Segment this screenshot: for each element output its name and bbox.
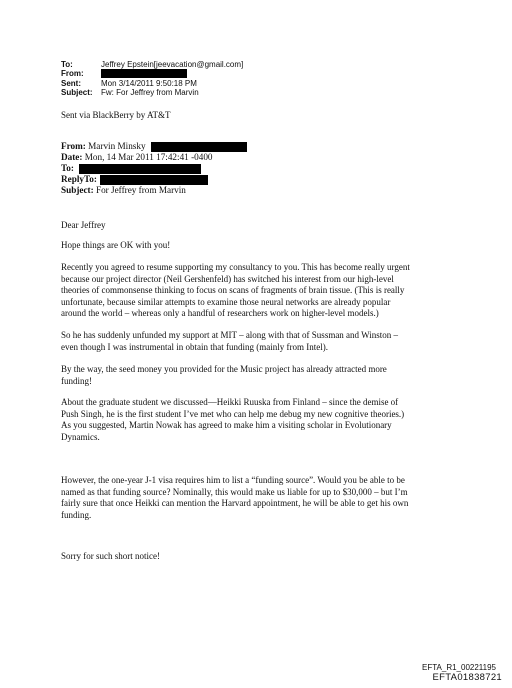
paragraph-line: As you suggested, Martin Nowak has agreed to make him a visiting scholar in Evolutionary [61, 420, 392, 431]
paragraph-7: Sorry for such short notice! [61, 551, 160, 561]
paragraph-line: fairly sure that once Heikki can mention the Harvard appointment, he will be able to get his own [61, 498, 409, 509]
orig-subject-row [61, 185, 247, 196]
paragraph-line: So he has suddenly unfunded my support at MIT – along with that of Sussman and Winston – [61, 330, 399, 340]
redaction-block [79, 164, 201, 174]
paragraph-3 [61, 330, 461, 353]
paragraph-line: even though I was instrumental in obtain that funding (mainly from Intel). [61, 341, 328, 352]
redaction-block [100, 175, 208, 185]
original-header [61, 141, 247, 196]
orig-subject-value: For Jeffrey from Marvin [95, 185, 186, 195]
sent-label: Sent: [61, 78, 81, 88]
paragraph-5 [61, 397, 461, 443]
paragraph-line: funding. [61, 509, 92, 520]
paragraph-2 [61, 262, 461, 320]
forward-note: Sent via BlackBerry by AT&T [61, 110, 171, 120]
paragraph-line: because our project director (Neil Gershenfeld) has switched his interest from our high-level [61, 273, 394, 284]
paragraph-line: Dynamics. [61, 431, 100, 442]
paragraph-line: By the way, the seed money you provided for the Music project has already attracted more [61, 364, 387, 374]
orig-date-value: Mon, 14 Mar 2011 17:42:41 -0400 [84, 152, 213, 162]
orig-subject-label: Subject: [61, 185, 94, 195]
paragraph-line: Push Singh, he is the first student I’ve met who can help me debug my new cognitive theories.) [61, 408, 405, 419]
bates-reference-1: EFTA_R1_00221195 [422, 663, 496, 672]
orig-replyto-row [61, 174, 247, 185]
orig-to-row [61, 163, 247, 174]
from-label: From: [61, 69, 84, 79]
orig-to-label: To: [61, 163, 74, 173]
paragraph-4 [61, 364, 461, 387]
orig-replyto-label: ReplyTo: [61, 174, 97, 184]
to-value: Jeffrey Epstein[jeevacation@gmail.com] [101, 60, 244, 69]
paragraph-line: unfortunate, because similar attempts to examine those neural networks are already popular [61, 296, 391, 307]
paragraph-line: named as that funding source? Nominally, this would make us liable for up to $30,000 – but I’m [61, 486, 408, 497]
paragraph-line: around the world – whereas only a handful of researchers work on higher-level models.) [61, 308, 379, 319]
to-label: To: [61, 60, 73, 69]
paragraph-6 [61, 475, 461, 521]
redaction-block [101, 69, 187, 78]
email-header [61, 60, 243, 97]
header-subject-row [61, 88, 243, 97]
header-to-row [61, 60, 243, 69]
orig-date-row [61, 152, 247, 163]
orig-from-value: Marvin Minsky [88, 141, 146, 151]
sent-value: Mon 3/14/2011 9:50:18 PM [101, 78, 197, 88]
paragraph-line: funding! [61, 375, 92, 386]
subject-value: Fw: For Jeffrey from Marvin [101, 87, 199, 97]
orig-from-row [61, 141, 247, 152]
paragraph-line: However, the one-year J-1 visa requires him to list a “funding source”. Would you be able to be [61, 475, 405, 485]
paragraph-1: Hope things are OK with you! [61, 240, 171, 250]
greeting: Dear Jeffrey [61, 220, 106, 230]
paragraph-line: Recently you agreed to resume supporting my consultancy to you. This has become really urgent [61, 262, 410, 272]
redaction-block [151, 142, 247, 152]
header-sent-row [61, 79, 243, 88]
subject-label: Subject: [61, 87, 93, 97]
bates-reference-2: EFTA01838721 [432, 672, 502, 683]
paragraph-line: About the graduate student we discussed—Heikki Ruuska from Finland – since the demise of [61, 397, 399, 407]
header-from-row [61, 69, 243, 78]
orig-from-label: From: [61, 141, 86, 151]
paragraph-line: theories of commonsense thinking to focus on scans of fragments of brain tissue. (This is really [61, 285, 405, 296]
orig-date-label: Date: [61, 152, 83, 162]
